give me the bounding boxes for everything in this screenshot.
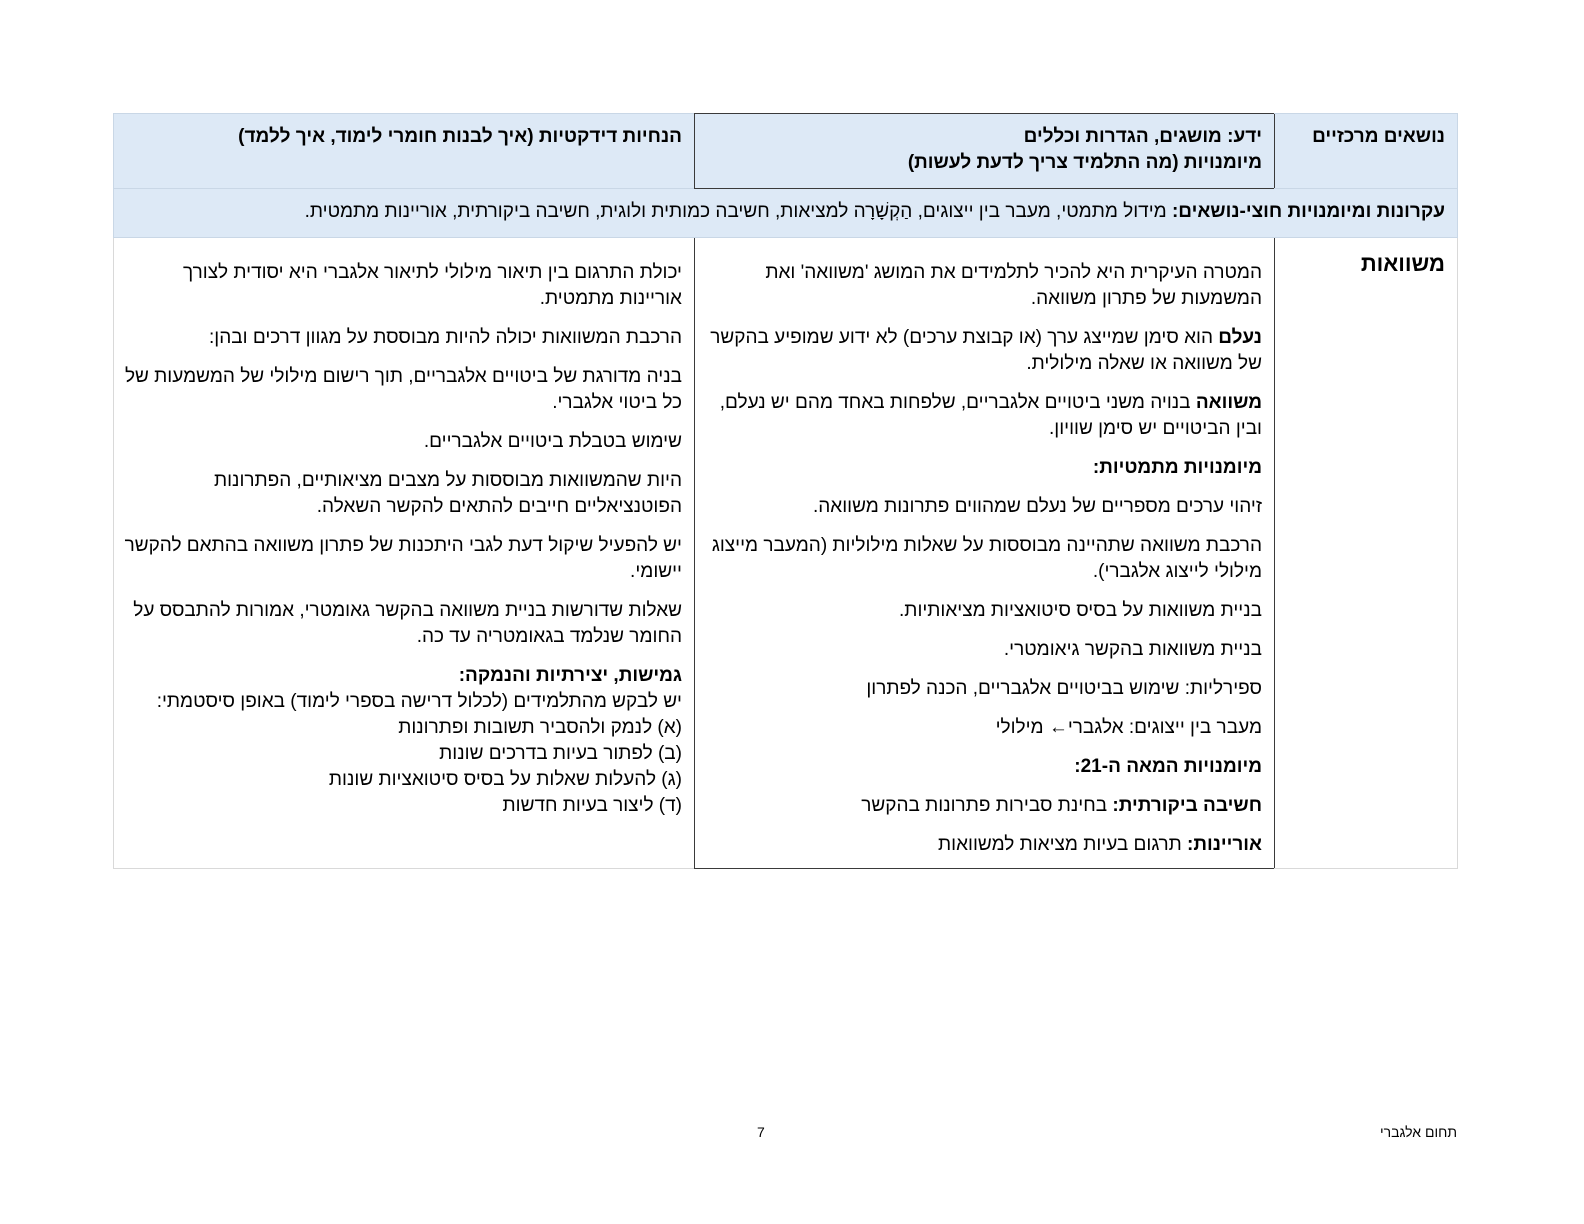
cross-topics-cell (114, 189, 1458, 238)
skill-item: בניית משוואות בהקשר גיאומטרי. (1003, 639, 1262, 660)
header-knowledge-line1: ידע: מושגים, הגדרות וכללים (1023, 126, 1262, 147)
header-didactic: הנחיות דידקטיות (איך לבנות חומרי לימוד, איך ללמד) (114, 114, 695, 189)
century-skill-text: תרגום בעיות מציאות למשוואות (938, 834, 1187, 855)
flexibility-item: (ד) ליצור בעיות חדשות (502, 795, 682, 816)
skills-heading: מיומנויות מתמטיות: (1092, 457, 1262, 478)
term-equation: משוואה (1195, 392, 1262, 413)
knowledge-cell (695, 238, 1275, 869)
term-unknown: נעלם (1218, 327, 1262, 348)
flexibility-item: (ג) להעלות שאלות על בסיס סיטואציות שונות (328, 769, 682, 790)
flexibility-item: (ב) לפתור בעיות בדרכים שונות (439, 743, 682, 764)
century-skill-item (705, 793, 1262, 819)
flexibility-block (124, 663, 682, 819)
page-number: 7 (757, 1124, 765, 1140)
century-skill-text: בחינת סבירות פתרונות בהקשר (861, 795, 1113, 816)
header-topic: נושאים מרכזיים (1275, 114, 1458, 189)
skill-item: הרכבת משוואה שתהיינה מבוססות על שאלות מילוליות (המעבר מייצוג מילולי לייצוג אלגברי). (711, 535, 1262, 582)
cross-topics-row (114, 189, 1458, 238)
term-unknown-definition: הוא סימן שמייצג ערך (או קבוצת ערכים) לא ידוע שמופיע בהקשר של משוואה או שאלה מילולית. (710, 327, 1262, 374)
century-skill-label: אוריינות: (1187, 834, 1262, 855)
skill-item: ספירליות: שימוש בביטויים אלגבריים, הכנה לפתרון (866, 678, 1262, 699)
topic-cell (1275, 238, 1458, 869)
header-knowledge-line2: מיומנויות (מה התלמיד צריך לדעת לעשות) (907, 152, 1262, 173)
skill-item: בניית משוואות על בסיס סיטואציות מציאותיות. (899, 600, 1262, 621)
didactic-paragraph: יש להפעיל שיקול דעת לגבי היתכנות של פתרון משוואה בהתאם להקשר יישומי. (124, 535, 682, 582)
didactic-cell (114, 238, 695, 869)
didactic-paragraph: בניה מדורגת של ביטויים אלגבריים, תוך רישום מילולי של המשמעות של כל ביטוי אלגברי. (124, 366, 682, 413)
skill-item: מעבר בין ייצוגים: אלגברי← מילולי (995, 717, 1262, 738)
cross-topics-label: עקרונות ומיומנויות חוצי-נושאים: (1171, 201, 1445, 222)
cross-topics-text: מידול מתמטי, מעבר בין ייצוגים, הַקְשָׁרָה למציאות, חשיבה כמותית ולוגית, חשיבה ביקורתית, אוריינות מתמטית. (304, 201, 1172, 222)
term-equation-definition: בנויה משני ביטויים אלגבריים, שלפחות באחד מהם יש נעלם, ובין הביטויים יש סימן שוויון. (719, 392, 1262, 439)
didactic-paragraph: שאלות שדורשות בניית משוואה בהקשר גאומטרי, אמורות להתבסס על החומר שנלמד בגאומטריה עד כה. (133, 600, 682, 647)
footer-section-title: תחום אלגברי (1380, 1124, 1457, 1140)
topic-row (114, 238, 1458, 869)
knowledge-paragraph (705, 325, 1262, 377)
century-skills-heading: מיומנויות המאה ה-21: (1074, 756, 1262, 777)
didactic-paragraph: שימוש בטבלת ביטויים אלגבריים. (423, 431, 682, 452)
skill-item: זיהוי ערכים מספריים של נעלם שמהווים פתרונות משוואה. (812, 496, 1262, 517)
didactic-paragraph: היות שהמשוואות מבוססות על מצבים מציאותיים, הפתרונות הפוטנציאליים חייבים להתאים להקשר השאלה. (213, 470, 682, 517)
header-knowledge (695, 114, 1275, 189)
flexibility-intro: יש לבקש מהתלמידים (לכלול דרישה בספרי לימוד) באופן סיסטמתי: (156, 691, 682, 712)
flexibility-heading: גמישות, יצירתיות והנמקה: (458, 665, 682, 686)
didactic-paragraph: יכולת התרגום בין תיאור מילולי לתיאור אלגברי היא יסודית לצורך אוריינות מתמטית. (183, 262, 682, 309)
topic-title: משוואות (1360, 251, 1445, 276)
century-skill-item (705, 832, 1262, 858)
didactic-paragraph: הרכבת המשוואות יכולה להיות מבוססת על מגוון דרכים ובהן: (208, 327, 682, 348)
table-header-row (114, 114, 1458, 189)
flexibility-item: (א) לנמק ולהסביר תשובות ופתרונות (398, 717, 682, 738)
knowledge-paragraph (705, 390, 1262, 442)
knowledge-paragraph: המטרה העיקרית היא להכיר לתלמידים את המושג 'משוואה' ואת המשמעות של פתרון משוואה. (765, 262, 1262, 309)
curriculum-table (113, 113, 1458, 869)
century-skill-label: חשיבה ביקורתית: (1112, 795, 1262, 816)
